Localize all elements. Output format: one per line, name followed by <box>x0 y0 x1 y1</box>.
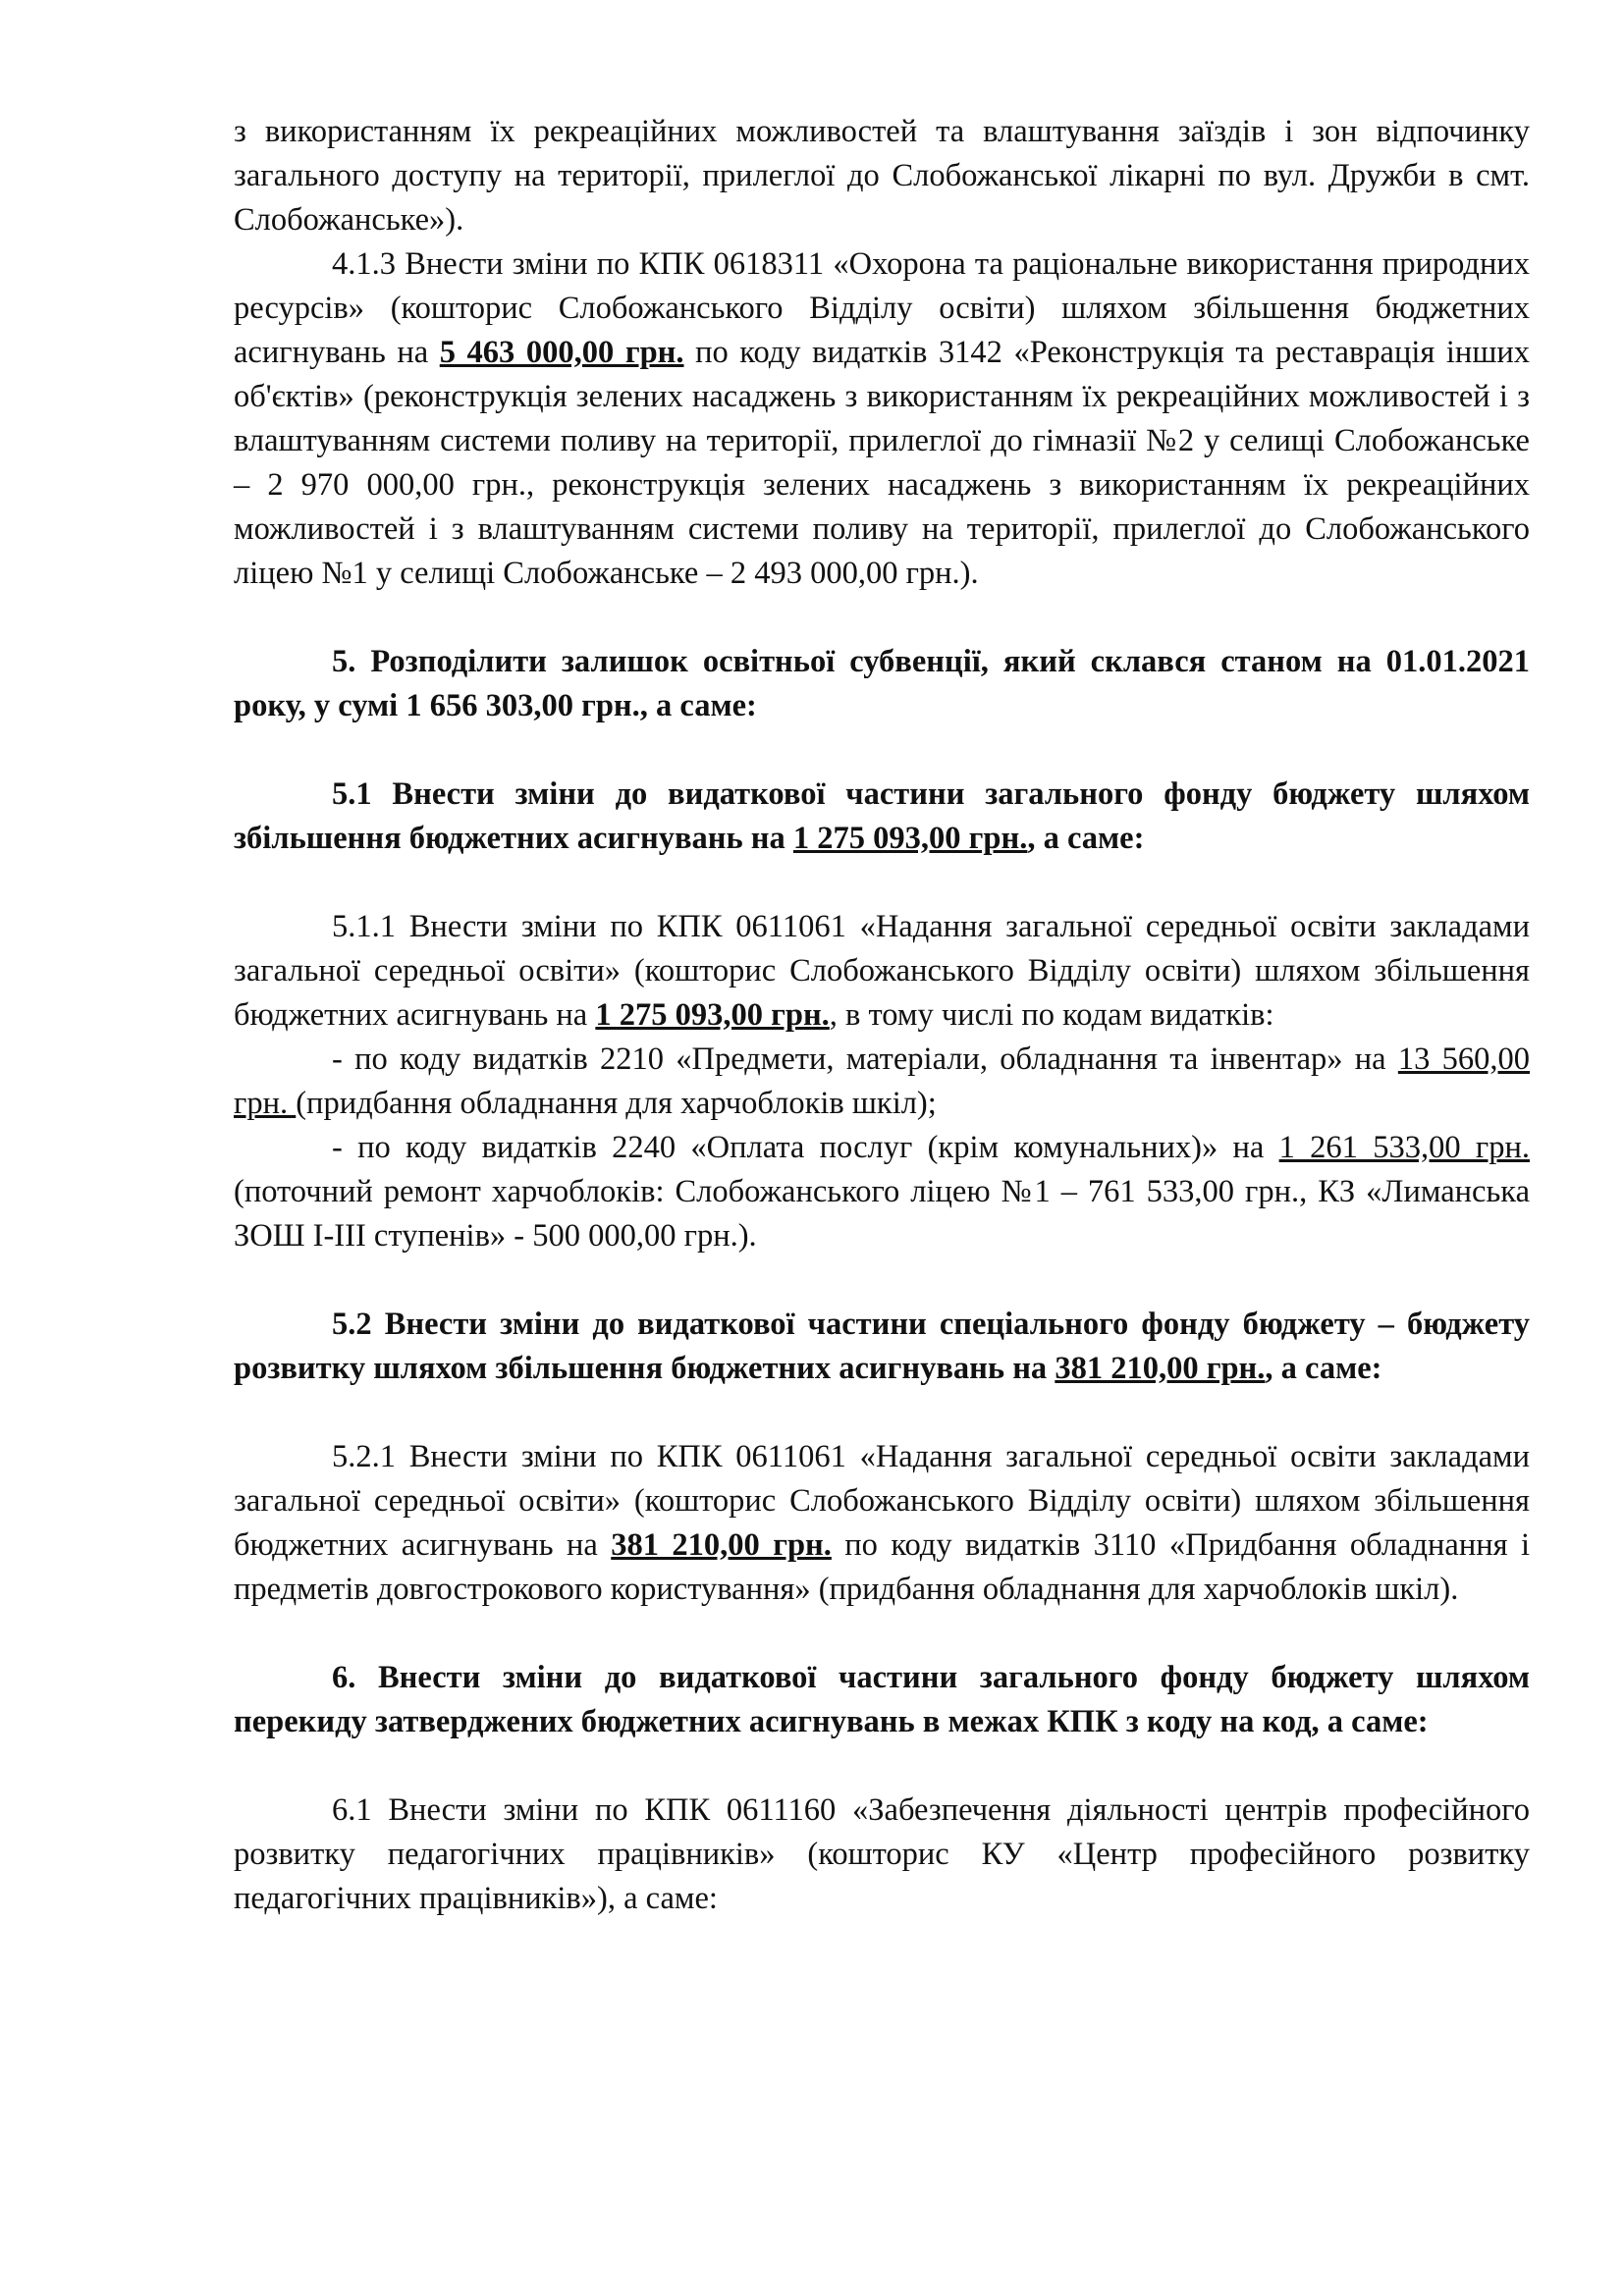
heading-5-1 <box>234 773 1530 861</box>
text: 4.1.3 Внести зміни по КПК 0618311 «Охорона та раціональне використання природних ресурсів» (кошторис Слобожанського Відділу освіти) шляхом збільшення бюджетних асигнувань на <box>234 246 1530 370</box>
amount: 13 560,00 грн. <box>234 1041 1531 1121</box>
list-item-2210 <box>234 1038 1530 1126</box>
heading-5-2 <box>234 1303 1530 1391</box>
amount: 381 210,00 грн. <box>611 1527 832 1563</box>
paragraph-5-2-1 <box>234 1435 1530 1612</box>
text: (поточний ремонт харчоблоків: Слобожанського ліцею №1 – 761 533,00 грн., КЗ «Лиманська ЗОШ І-ІІІ ступенів» - 500 000,00 грн.). <box>234 1174 1530 1254</box>
paragraph-4-1-3 <box>234 242 1530 596</box>
list-item-2240 <box>234 1126 1530 1258</box>
amount: 1 261 533,00 грн. <box>1278 1130 1530 1165</box>
spacer <box>234 728 1530 773</box>
paragraph-continuation: з використанням їх рекреаційних можливостей та влаштування заїздів і зон відпочинку загального доступу на території, прилеглої до Слобожанської лікарні по вул. Дружби в смт. Слобожанське»). <box>234 114 1530 238</box>
heading-5: 5. Розподілити залишок освітньої субвенції, який склався станом на 01.01.2021 року, у сумі 1 656 303,00 грн., а саме: <box>234 644 1530 723</box>
text: 5.2 Внести зміни до видаткової частини спеціального фонду бюджету – бюджету розвитку шляхом збільшення бюджетних асигнувань на <box>234 1307 1530 1386</box>
text: 5.1.1 Внести зміни по КПК 0611061 «Надання загальної середньої освіти закладами загальної середньої освіти» (кошторис Слобожанського Відділу освіти) шляхом збільшення бюджетних асигнувань на <box>234 909 1530 1033</box>
spacer <box>234 1612 1530 1656</box>
spacer <box>234 596 1530 640</box>
paragraph-5-1-1 <box>234 905 1530 1038</box>
spacer <box>234 861 1530 905</box>
spacer <box>234 1258 1530 1303</box>
text: - по коду видатків 2210 «Предмети, матеріали, обладнання та інвентар» на <box>332 1041 1398 1077</box>
spacer <box>234 1744 1530 1789</box>
paragraph-6-1: 6.1 Внести зміни по КПК 0611160 «Забезпечення діяльності центрів професійного розвитку педагогічних працівників» (кошторис КУ «Центр професійного розвитку педагогічних працівників»), а саме: <box>234 1792 1530 1916</box>
text: по коду видатків 3110 «Придбання обладнання і предметів довгострокового користування» (придбання обладнання для харчоблоків шкіл). <box>234 1527 1531 1607</box>
text: , а саме: <box>1027 821 1145 856</box>
amount: 5 463 000,00 грн. <box>439 335 684 370</box>
amount: 381 210,00 грн. <box>1055 1351 1266 1386</box>
heading-6: 6. Внести зміни до видаткової частини загального фонду бюджету шляхом перекиду затверджених бюджетних асигнувань в межах КПК з коду на код, а саме: <box>234 1660 1530 1739</box>
document-page <box>234 110 1530 1921</box>
amount: 1 275 093,00 грн. <box>792 821 1028 856</box>
text: 5.2.1 Внести зміни по КПК 0611061 «Надання загальної середньої освіти закладами загальної середньої освіти» (кошторис Слобожанського Відділу освіти) шляхом збільшення бюджетних асигнувань на <box>234 1439 1530 1563</box>
amount: 1 275 093,00 грн. <box>595 997 830 1033</box>
text: , в тому числі по кодам видатків: <box>829 997 1274 1033</box>
text: по коду видатків 3142 «Реконструкція та реставрація інших об'єктів» (реконструкція зелених насаджень з використанням їх рекреаційних можливостей і з влаштуванням системи поливу на території, прилеглої до гімназії №2 у селищі Слобожанське – 2 970 000,00 грн., реконструкція зелених насаджень з використанням їх рекреаційних можливостей і з влаштуванням системи поливу на території, прилеглої до Слобожанського ліцею №1 у селищі Слобожанське – 2 493 000,00 грн.). <box>234 335 1530 591</box>
text: - по коду видатків 2240 «Оплата послуг (крім комунальних)» на <box>332 1130 1279 1165</box>
text: , а саме: <box>1265 1351 1382 1386</box>
text: (придбання обладнання для харчоблоків шкіл); <box>296 1086 937 1121</box>
text: 5.1 Внести зміни до видаткової частини загального фонду бюджету шляхом збільшення бюджетних асигнувань на <box>234 776 1530 856</box>
spacer <box>234 1391 1530 1435</box>
